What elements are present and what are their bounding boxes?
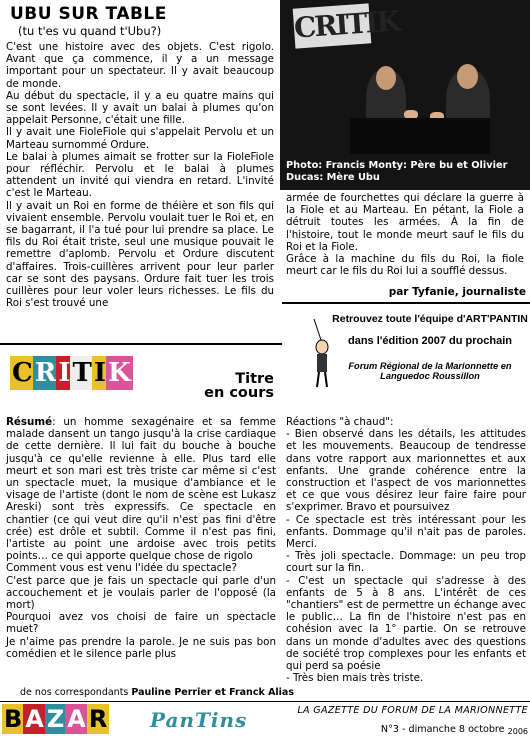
paragraph: Comment vous est venu l'idée du spectacle? [6,562,237,575]
logo-letter: I [93,358,107,388]
performer-left-face [376,66,396,90]
correspondents-credit [20,687,295,698]
paragraph: Je n'aime pas prendre la parole. Je ne suis pas bon comédien et le silence parle plus [6,635,276,660]
paragraph: Pourquoi avez vos choisi de faire un spectacle muet? [6,611,276,636]
logo-letter: Z [46,705,65,733]
article2-title [186,372,274,400]
paragraph: - C'est un spectacle qui s'adresse à des enfants de 5 à 8 ans. L'intérêt de ces "chantiers" est de permettre un échange avec le public… La fin de l'histoire n'est pas en cohésion avec la 1° partie. On se retrouve dans un monde d'adultes avec des questions de société trop complexes pour les enfants et qui perd sa poésie [286,574,526,673]
resume-label: Résumé [6,416,53,428]
logo-letter: A [25,705,44,733]
footer-divider [0,701,530,702]
logo-letter: B [4,705,23,733]
byline: par Tyfanie, journaliste [388,286,526,298]
performer-right-face [457,64,478,89]
bazar-logo [2,704,130,738]
paragraph: Grâce à la machine du fils du Roi, la fiole meurt car le fils du Roi lui a soufflé dessus. [286,253,524,278]
ad-line-1: Retrouvez toute l'équipe d'ART'PANTIN [332,313,528,325]
logo-letter: I [58,358,71,388]
article2-column2 [286,416,526,684]
pantins-logo: PanTins [150,708,248,732]
paragraph: - Bien observé dans les détails, les attitudes et les mouvements. Beaucoup de tendresse dans votre rapport aux marionnettes et aux enfants. Une grande cohérence entre la construction et l'aspect de vos marionnettes et ce que vous désirez leur faire faire pour s'exprimer. Bravo et poursuivez [286,428,526,514]
logo-letter: C [12,358,33,388]
logo-letter: A [67,705,86,733]
title-line: en cours [204,385,274,401]
article1-column1 [6,41,274,309]
paragraph: C'est une histoire avec des objets. C'est rigolo. Avant que ça commence, il y a un message important pour un spectateur. Il y avait beaucoup de monde. [6,41,274,90]
paragraph: - Très bien mais très triste. [286,672,424,685]
critik-logo [10,356,148,398]
section-divider [282,302,530,304]
article-title: UBU SUR TABLE [10,4,167,24]
paragraph: C'est parce que je fais un spectacle qui parle d'un accouchement et je voulais parler de l'opposé (la mort) [6,574,276,612]
logo-letter: R [34,358,57,388]
paragraph: - Ce spectacle est très intéressant pour les enfants. Dommage qu'il n'ait pas de paroles. Merci. [286,513,526,551]
paragraph: Réactions "à chaud": [286,416,394,428]
section-divider [0,343,282,345]
issue-year: 2006 [507,727,528,736]
logo-letter: R [88,705,108,733]
ad-line-2: dans l'édition 2007 du prochain [348,335,512,347]
paragraph: Il y avait un Roi en forme de théière et son fils qui vivaient ensemble. Pervolu voulait tuer le Roi et, en se bagarrant, il l'a tué pour lui prendre sa place. Le fils du Roi était triste, seul une musique pouvait le remettre d'aplomb. Pervolu et Ordure discutent d'affaires. Trois-cuillères arrivent pour leur parler car se sont des paysans. Ordure fait tuer les trois cuillères pour leur voler leurs richesses. Le fils du Roi s'est trouvé une [6,199,274,310]
credit-prefix: de nos correspondants [20,687,129,698]
paragraph: - Très joli spectacle. Dommage: un peu trop court sur la fin. [286,550,526,575]
title-line: Titre [235,371,274,387]
issue-date: N°3 - dimanche 8 octobre [380,724,505,735]
paragraph: Le balai à plumes aimait se frotter sur la FioleFiole pour réfléchir. Pervolu et le balai à plumes attendent un invité qui viendra en retard. L'invité c'est le Marteau. [6,150,274,200]
resume-text: : un homme sexagénaire et sa femme malade dansent un tango jusqu'à la crise cardiaque de cette dernière. Il lui fait du bouche à bouche jusqu'à ce qu'elle revienne à elle. Plus tard elle meurt et son mari est très triste car même si c'est un spectacle muet, la musique d'ambiance et le visage de l'artiste (dont le nom de scène est Lukasz Areski) sont très expressifs. Ce spectacle en chantier (ce qui veut dire qu'il n'est pas fini d'être crée) est drôle et subtil. Comme il n'est pas fini, l'artiste au point une ardoise avec trois petits points… ce qui apporte quelque chose de rigolo [6,416,276,563]
photo-caption: Photo: Francis Monty: Père bu et Olivier Ducas: Mère Ubu [286,160,508,183]
critik-logo: CRITIK [293,3,372,48]
table [350,118,490,154]
article-subtitle: (tu t'es vu quand t'Ubu?) [18,24,162,38]
paragraph: Il y avait une FioleFiole qui s'appelait Pervolu et un Marteau surnommé Ordure. [6,126,274,151]
paragraph: armée de fourchettes qui déclare la guerre à la Fiole et au Marteau. En pétant, la Fiole a détruit toutes les armées. À la fin de l'histoire, tout le monde meurt sauf le fils du Roi et la Fiole. [286,192,524,253]
logo-letter: T [72,358,92,388]
ad-line-3: Forum Régional de la Marionnette en Languedoc Roussillon [348,361,512,381]
article2-column1 [6,416,276,660]
article1-column2 [286,192,524,277]
credit-names: Pauline Perrier et Franck Alias [131,687,295,698]
issue-info [300,724,528,735]
paragraph [6,416,276,562]
festival-ad [290,311,530,401]
gazette-title: LA GAZETTE DU FORUM DE LA MARIONNETTE [297,705,528,716]
show-photo [280,0,530,190]
logo-letter: K [108,358,131,388]
paragraph: Au début du spectacle, il y a eu quatre mains qui se sont levées. Il y avait un balai à plumes qu'on appelait Personne, c'était une fille. [6,89,274,127]
